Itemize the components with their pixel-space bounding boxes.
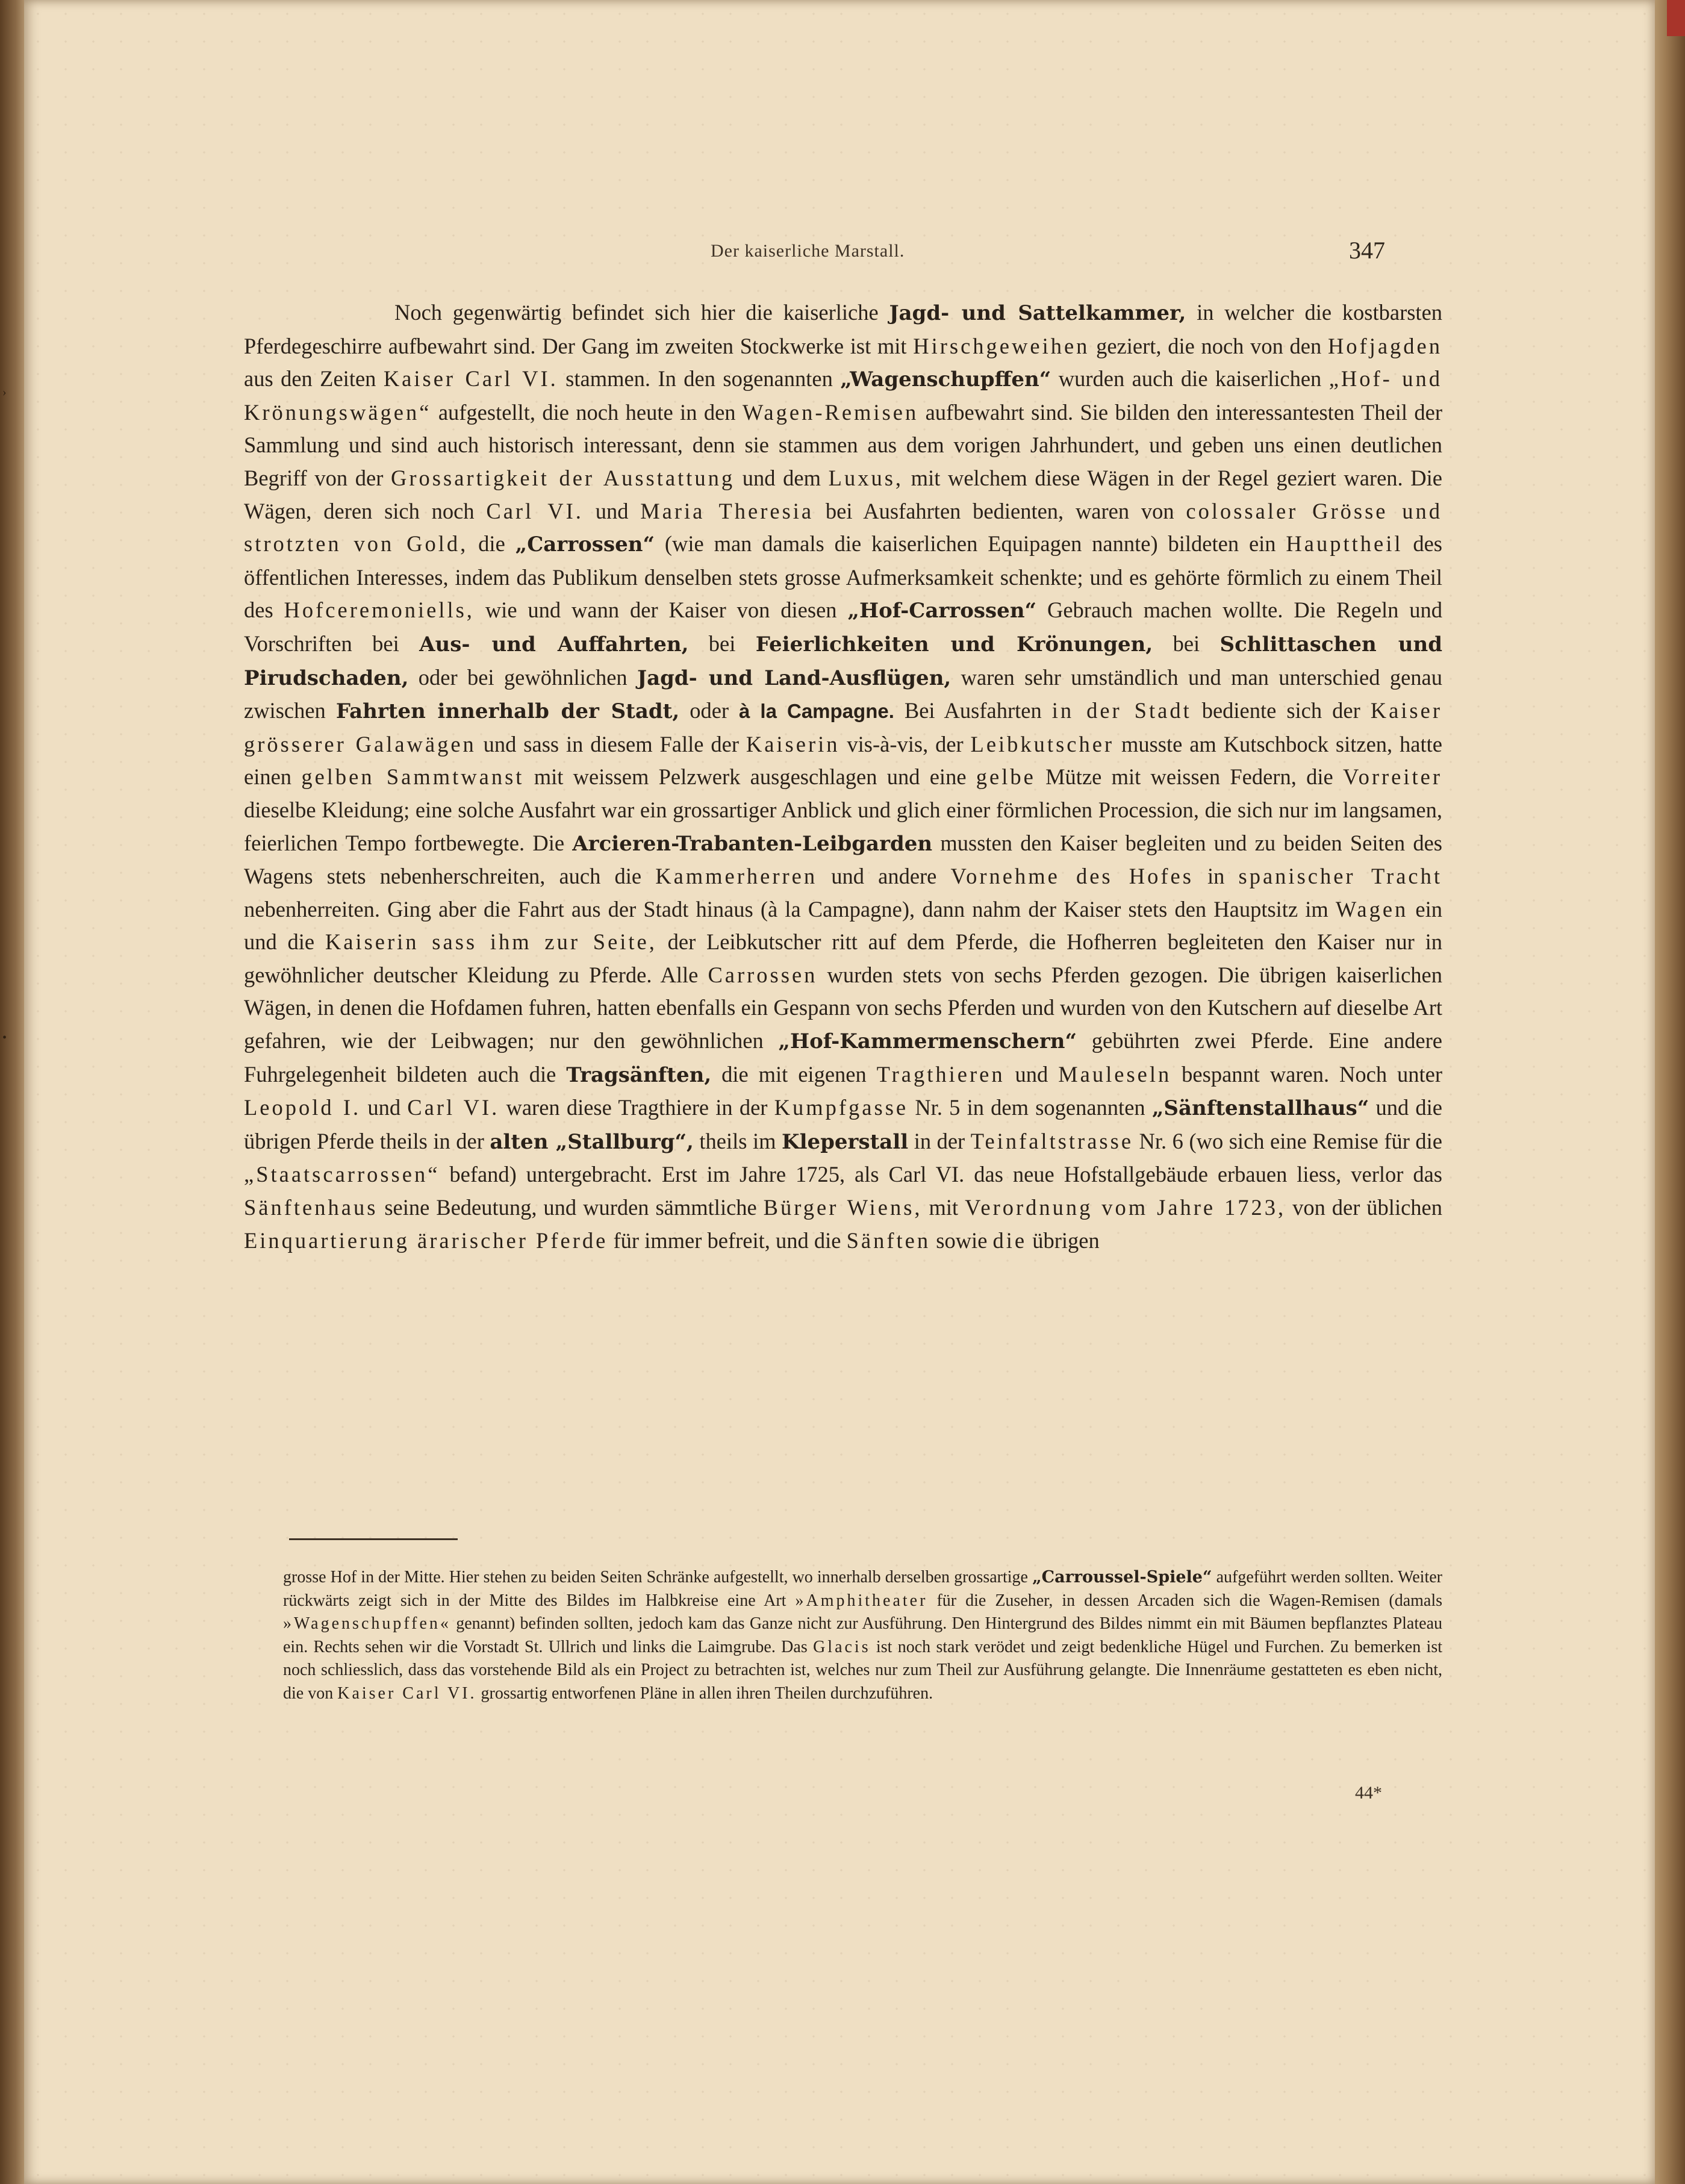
text-run: geziert, die noch von den bbox=[1089, 333, 1328, 358]
body-text bbox=[244, 296, 1442, 1257]
text-run: die mit eigenen bbox=[711, 1061, 877, 1087]
spaced-term: Sänftenhaus bbox=[244, 1195, 378, 1220]
spaced-term: Carrossen bbox=[708, 962, 818, 987]
text-run: bespannt waren. Noch unter bbox=[1171, 1061, 1443, 1087]
spaced-term: Teinfaltstrasse bbox=[970, 1128, 1134, 1153]
blackletter-term: Kleperstall bbox=[782, 1129, 909, 1154]
spaced-term: Kammerherren bbox=[655, 864, 818, 889]
spaced-term: in der Stadt bbox=[1051, 698, 1192, 723]
margin-mark: › bbox=[2, 385, 7, 399]
blackletter-term: Arcieren-Trabanten-Leibgarden bbox=[572, 831, 933, 856]
text-run: übrigen bbox=[1027, 1228, 1100, 1253]
text-run: mussten den Kaiser begleiten und zu beiden Seiten des Wagens stets nebenherschreiten, auch die bbox=[244, 830, 1442, 889]
text-run: befand) untergebracht. Erst im Jahre 1725, als Carl VI. das neue Hofstallgebäude erbauen liess, verlor das bbox=[440, 1162, 1442, 1187]
footnote-text: grossartig entworfenen Pläne in allen ihren Theilen durchzuführen. bbox=[476, 1683, 933, 1703]
text-run: sowie bbox=[930, 1228, 993, 1253]
page-number: 347 bbox=[1349, 237, 1385, 264]
running-head: Der kaiserliche Marstall. bbox=[711, 241, 905, 261]
text-run: mit bbox=[922, 1195, 965, 1220]
blackletter-term: Jagd- und Sattelkammer, bbox=[889, 301, 1186, 325]
bold-term: à la Campagne. bbox=[739, 700, 894, 723]
spaced-term: die bbox=[992, 1228, 1027, 1253]
spaced-term: Maria Theresia bbox=[640, 498, 814, 523]
text-run: bei bbox=[688, 631, 756, 656]
spaced-term: Grossartigkeit der Ausstattung bbox=[391, 465, 735, 490]
spaced-term: gelbe bbox=[976, 764, 1036, 790]
spaced-term: Glacis bbox=[813, 1637, 871, 1656]
text-run: aufbewahrt sind. Sie bilden den interessantesten Theil der Sammlung und sind auch historisch interessant, denn sie stammen aus dem vorigen Jahrhundert, und geben uns einen deutlichen Begriff von der bbox=[244, 399, 1443, 490]
spaced-term: Kaiser Carl VI. bbox=[383, 366, 558, 392]
signature-mark: 44* bbox=[1355, 1783, 1382, 1803]
text-run: Nr. 5 in dem sogenannten bbox=[908, 1095, 1152, 1120]
text-run: oder bbox=[679, 698, 740, 723]
spaced-term: Vorreiter bbox=[1342, 764, 1443, 790]
text-run: und die übrigen Pferde theils in der bbox=[244, 1095, 1443, 1153]
text-run: des öffentlichen Interesses, indem das Publikum denselben stets grosse Aufmerksamkeit schenkte; und es gehörte förmlich zu einem Theil des bbox=[244, 531, 1443, 623]
blackletter-term: Schlittaschen und Pirudschaden, bbox=[244, 632, 1443, 690]
text-run: waren sehr umständlich und man unterschied genau zwischen bbox=[244, 664, 1442, 723]
page bbox=[24, 0, 1655, 2184]
spaced-term: »Amphitheater bbox=[795, 1591, 928, 1610]
text-run: mit weissem Pelzwerk ausgeschlagen und eine bbox=[524, 764, 976, 790]
footnote-text: aufgeführt werden sollten. Weiter rückwärts zeigt sich in der Mitte des Bildes im Halbkreise eine Art bbox=[283, 1568, 1442, 1610]
spaced-term: Bürger Wiens, bbox=[763, 1195, 923, 1220]
spaced-term: Einquartierung ärarischer Pferde bbox=[244, 1228, 608, 1253]
blackletter-term: „Carrossen“ bbox=[515, 532, 655, 557]
text-run: für immer befreit, und die bbox=[608, 1228, 847, 1253]
spaced-term: Sänften bbox=[846, 1228, 931, 1253]
text-run: Noch gegenwärtig befindet sich hier die kaiserliche bbox=[394, 300, 889, 325]
text-run: und dem bbox=[735, 465, 829, 490]
spaced-term: Haupttheil bbox=[1286, 531, 1403, 557]
blackletter-term: „Wagenschupffen“ bbox=[840, 367, 1051, 392]
text-run: mit welchem diese Wägen in der Regel geziert waren. Die Wägen, deren sich noch bbox=[244, 465, 1443, 523]
text-run: bei Ausfahrten bedienten, waren von bbox=[814, 498, 1186, 523]
blackletter-term: „Hof-Kammermenschern“ bbox=[778, 1029, 1077, 1054]
page-edge bbox=[1654, 0, 1685, 2184]
text-run: in welcher die kostbarsten Pferdegeschirre aufbewahrt sind. Der Gang im zweiten Stockwerke ist mit bbox=[244, 300, 1443, 358]
footnote-text: ist noch stark verödet und zeigt bedenkliche Hügel und Furchen. Zu bemerken ist noch schliesslich, dass das vorstehende Bild als ein Project zu betrachten ist, welches nur zum Theil zur Ausführung gelangte. Die Innenräume gestatteten es eben nicht, die von bbox=[283, 1637, 1442, 1703]
text-run: (wie man damals die kaiserlichen Equipagen nannte) bildeten ein bbox=[655, 531, 1286, 557]
spaced-term: Hirschgeweihen bbox=[913, 333, 1090, 358]
text-run: und sass in diesem Falle der bbox=[476, 731, 746, 757]
text-run: aus den Zeiten bbox=[244, 366, 384, 392]
text-run: Gebrauch machen wollte. Die Regeln und Vorschriften bei bbox=[244, 597, 1442, 656]
spaced-term: Leibkutscher bbox=[970, 731, 1115, 757]
spaced-term: »Wagenschupffen« bbox=[283, 1614, 451, 1633]
book-binding bbox=[0, 0, 26, 2184]
main-paragraph bbox=[244, 296, 1442, 1257]
spaced-term: Mauleseln bbox=[1058, 1061, 1172, 1087]
text-run: gebührten zwei Pferde. Eine andere Fuhrgelegenheit bildeten auch die bbox=[244, 1028, 1442, 1087]
spaced-term: „Staatscarrossen“ bbox=[244, 1162, 440, 1187]
footnote-text: grosse Hof in der Mitte. Hier stehen zu beiden Seiten Schränke aufgestellt, wo innerhalb derselben grossartige bbox=[283, 1568, 1033, 1587]
text-run: musste am Kutschbock sitzen, hatte einen bbox=[244, 731, 1442, 790]
spaced-term: Carl VI. bbox=[486, 498, 584, 523]
text-run: wurden auch die kaiserlichen bbox=[1051, 366, 1329, 392]
text-run: aufgestellt, die noch heute in den bbox=[431, 399, 743, 425]
blackletter-term: „Hof-Carrossen“ bbox=[847, 599, 1037, 623]
spaced-term: Hofjagden bbox=[1327, 333, 1442, 358]
spaced-term: Kaiserin sass ihm zur Seite, bbox=[325, 929, 657, 955]
blackletter-term: Feierlichkeiten und Krönungen, bbox=[755, 632, 1153, 657]
text-run: bei bbox=[1153, 631, 1220, 656]
blackletter-term: „Carroussel-Spiele“ bbox=[1032, 1568, 1212, 1587]
spaced-term: Hofceremoniells, bbox=[284, 597, 475, 623]
footnote-rule bbox=[289, 1538, 458, 1540]
text-run: der Leibkutscher ritt auf dem Pferde, die Hofherren begleiteten den Kaiser nur in gewöhnlicher deutscher Kleidung zu Pferde. Alle bbox=[244, 929, 1442, 987]
spaced-term: Kumpfgasse bbox=[774, 1095, 909, 1120]
text-run: theils im bbox=[693, 1128, 782, 1153]
blackletter-term: „Sänftenstallhaus“ bbox=[1151, 1096, 1369, 1121]
text-run: die bbox=[468, 531, 515, 557]
spaced-term: Vornehme des Hofes bbox=[950, 864, 1194, 889]
text-run: bediente sich der bbox=[1191, 698, 1371, 723]
blackletter-term: Jagd- und Land-Ausflügen, bbox=[637, 666, 952, 690]
spaced-term: Verordnung vom Jahre 1723, bbox=[965, 1195, 1286, 1220]
text-run: vis-à-vis, der bbox=[839, 731, 971, 757]
bookmark-tab bbox=[1667, 0, 1685, 36]
footnote bbox=[283, 1566, 1442, 1706]
spaced-term: Wagen-Remisen bbox=[742, 399, 919, 425]
text-run: nebenherreiten. Ging aber die Fahrt aus der Stadt hinaus (à la Campagne), dann nahm der Kaiser stets den Hauptsitz im bbox=[244, 896, 1336, 922]
spaced-term: Tragthieren bbox=[876, 1061, 1005, 1087]
footnote-text: genannt) befinden sollten, jedoch kam das Ganze nicht zur Ausführung. Den Hintergrund des Bildes nimmt ein mit Bäumen bepflanztes Plateau ein. Rechts sehen wir die Vorstadt St. Ullrich und links die Laimgrube. Das bbox=[283, 1614, 1442, 1656]
text-run: und bbox=[1004, 1061, 1059, 1087]
text-run: von der üblichen bbox=[1286, 1195, 1442, 1220]
text-run: Bei Ausfahrten bbox=[894, 698, 1052, 723]
text-run: in der bbox=[908, 1128, 971, 1153]
text-run: in bbox=[1193, 864, 1239, 889]
spaced-term: gelben Sammtwanst bbox=[301, 764, 525, 790]
spaced-term: Wagen bbox=[1335, 896, 1409, 922]
text-run: dieselbe Kleidung; eine solche Ausfahrt war ein grossartiger Anblick und glich einer förmlichen Procession, die sich nur im langsamen, feierlichen Tempo fortbewegte. Die bbox=[244, 797, 1442, 855]
text-run: wie und wann der Kaiser von diesen bbox=[474, 597, 848, 623]
text-run: waren diese Tragthiere in der bbox=[499, 1095, 774, 1120]
text-run: ein und die bbox=[244, 896, 1442, 955]
text-run: seine Bedeutung, und wurden sämmtliche bbox=[378, 1195, 764, 1220]
blackletter-term: Fahrten innerhalb der Stadt, bbox=[335, 699, 680, 724]
footnote-text: für die Zuseher, in dessen Arcaden sich die Wagen-Remisen (damals bbox=[927, 1591, 1443, 1610]
blackletter-term: Aus- und Auffahrten, bbox=[419, 632, 689, 657]
spaced-term: Leopold I. bbox=[244, 1095, 361, 1120]
blackletter-term: Tragsänften, bbox=[566, 1062, 712, 1087]
text-run: Mütze mit weissen Federn, die bbox=[1035, 764, 1343, 790]
text-run: und andere bbox=[817, 864, 951, 889]
text-run: oder bei gewöhnlichen bbox=[408, 664, 637, 690]
spaced-term: Kaiser Carl VI. bbox=[337, 1683, 477, 1703]
spaced-term: Luxus, bbox=[828, 465, 904, 490]
spaced-term: Kaiserin bbox=[746, 731, 840, 757]
text-run: und bbox=[583, 498, 641, 523]
blackletter-term: alten „Stallburg“, bbox=[490, 1129, 694, 1154]
margin-mark: • bbox=[2, 1031, 7, 1044]
spaced-term: colossaler Grösse und strotzten von Gold, bbox=[244, 498, 1442, 557]
spaced-term: spanischer Tracht bbox=[1238, 864, 1442, 889]
text-run: und bbox=[361, 1095, 408, 1120]
text-run: stammen. In den sogenannten bbox=[558, 366, 841, 392]
text-run: wurden stets von sechs Pferden gezogen. Die übrigen kaiserlichen Wägen, in denen die Hofdamen fuhren, hatten ebenfalls ein Gespann von sechs Pferden und wurden von den Kutschern auf dieselbe Art gefahren, wie der Leibwagen; nur den gewöhnlichen bbox=[244, 962, 1442, 1053]
spaced-term: „Hof- und Krönungswägen“ bbox=[244, 366, 1442, 425]
text-run: Nr. 6 (wo sich eine Remise für die bbox=[1133, 1128, 1443, 1153]
spaced-term: Carl VI. bbox=[407, 1095, 500, 1120]
spaced-term: Kaiser grösserer Galawägen bbox=[244, 698, 1442, 757]
